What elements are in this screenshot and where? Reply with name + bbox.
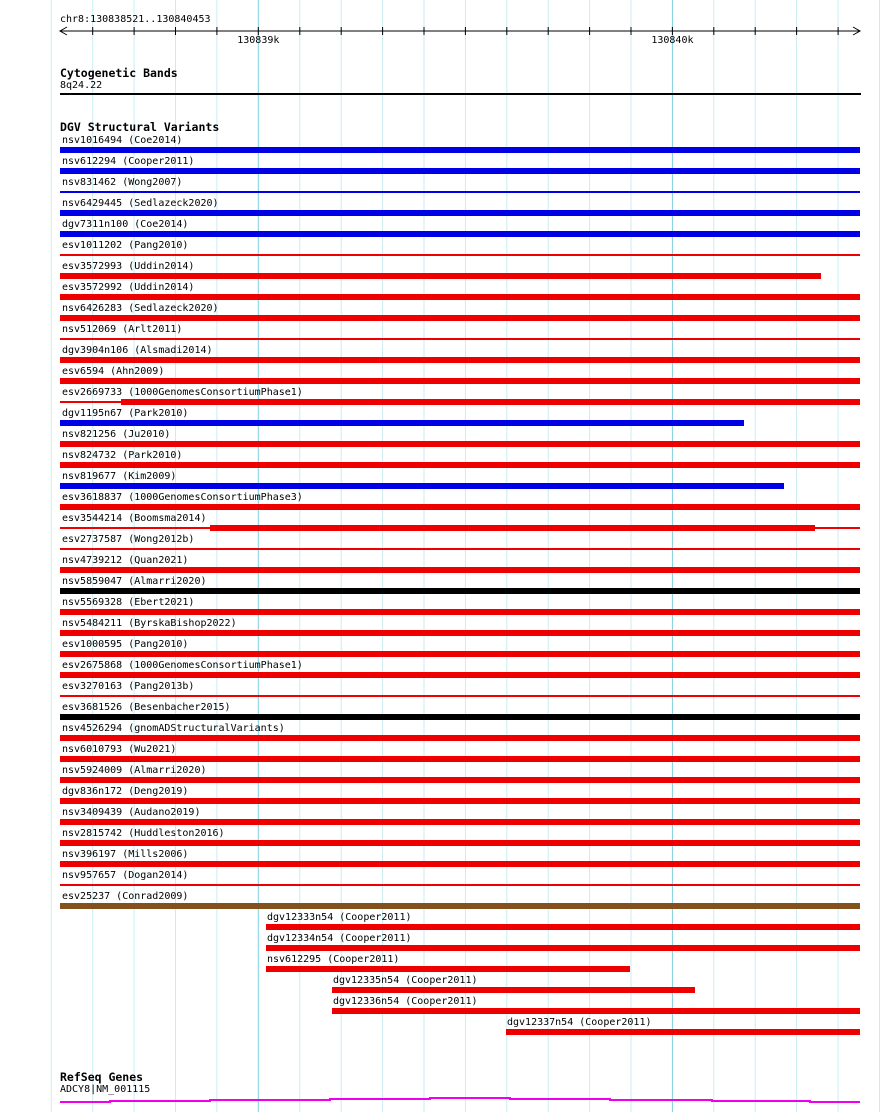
variant-label[interactable]: dgv12334n54 (Cooper2011) <box>267 933 412 944</box>
variant-label[interactable]: nsv821256 (Ju2010) <box>62 429 171 440</box>
variant-label[interactable]: nsv6429445 (Sedlazeck2020) <box>62 198 219 209</box>
variant-label[interactable]: nsv831462 (Wong2007) <box>62 177 183 188</box>
variant-label[interactable]: esv1011202 (Pang2010) <box>62 240 189 251</box>
ruler-tick-label: 130840k <box>651 35 694 46</box>
variant-label[interactable]: esv3270163 (Pang2013b) <box>62 681 195 692</box>
variant-bar[interactable] <box>60 777 860 783</box>
variant-bar[interactable] <box>60 378 860 384</box>
variant-label[interactable]: dgv12335n54 (Cooper2011) <box>333 975 478 986</box>
variant-bar[interactable] <box>60 168 860 174</box>
variant-bar[interactable] <box>60 338 860 340</box>
variant-bar[interactable] <box>60 735 860 741</box>
variant-bar[interactable] <box>506 1029 860 1035</box>
variant-bar[interactable] <box>60 714 860 720</box>
variant-label[interactable]: nsv612294 (Cooper2011) <box>62 156 195 167</box>
variant-label[interactable]: nsv6010793 (Wu2021) <box>62 744 177 755</box>
variant-bar[interactable] <box>60 462 860 468</box>
variant-bar[interactable] <box>60 504 860 510</box>
variant-bar[interactable] <box>60 401 121 403</box>
variant-label[interactable]: esv25237 (Conrad2009) <box>62 891 189 902</box>
variant-bar[interactable] <box>60 147 860 153</box>
variant-bar[interactable] <box>60 357 860 363</box>
variant-label[interactable]: dgv12337n54 (Cooper2011) <box>507 1017 652 1028</box>
variant-bar[interactable] <box>60 231 860 237</box>
variant-bar[interactable] <box>60 191 860 193</box>
variant-label[interactable]: nsv5859047 (Almarri2020) <box>62 576 207 587</box>
variant-label[interactable]: nsv5484211 (ByrskaBishop2022) <box>62 618 237 629</box>
variant-label[interactable]: esv3618837 (1000GenomesConsortiumPhase3) <box>62 492 303 503</box>
variant-bar[interactable] <box>210 525 815 531</box>
variant-label[interactable]: esv2669733 (1000GenomesConsortiumPhase1) <box>62 387 303 398</box>
variant-label[interactable]: nsv4526294 (gnomADStructuralVariants) <box>62 723 285 734</box>
variant-label[interactable]: dgv1195n67 (Park2010) <box>62 408 189 419</box>
variant-label[interactable]: nsv512069 (Arlt2011) <box>62 324 183 335</box>
variant-label[interactable]: esv2675868 (1000GenomesConsortiumPhase1) <box>62 660 303 671</box>
variant-bar[interactable] <box>60 630 860 636</box>
variant-bar[interactable] <box>332 987 695 993</box>
variant-label[interactable]: esv2737587 (Wong2012b) <box>62 534 195 545</box>
section-title-refseq-genes: RefSeq Genes <box>60 1070 144 1084</box>
variant-label[interactable]: nsv396197 (Mills2006) <box>62 849 189 860</box>
cytoband-bar[interactable] <box>60 93 861 95</box>
variant-label[interactable]: dgv836n172 (Deng2019) <box>62 786 189 797</box>
variant-label[interactable]: nsv1016494 (Coe2014) <box>62 135 183 146</box>
variant-label[interactable]: dgv12336n54 (Cooper2011) <box>333 996 478 1007</box>
variant-bar[interactable] <box>60 588 860 594</box>
variant-bar[interactable] <box>60 861 860 867</box>
section-title-cytogenetic-bands: Cytogenetic Bands <box>60 66 178 80</box>
variant-bar[interactable] <box>60 527 210 529</box>
variant-bar[interactable] <box>60 567 860 573</box>
refseq-gene-line[interactable] <box>60 1098 860 1102</box>
variant-bar[interactable] <box>60 254 860 256</box>
variant-label[interactable]: nsv5924009 (Almarri2020) <box>62 765 207 776</box>
section-title-dgv-structural-variants: DGV Structural Variants <box>60 120 220 134</box>
variant-label[interactable]: nsv824732 (Park2010) <box>62 450 183 461</box>
variant-bar[interactable] <box>60 651 860 657</box>
variant-label[interactable]: esv6594 (Ahn2009) <box>62 366 165 377</box>
variant-bar[interactable] <box>60 273 821 279</box>
variant-bar[interactable] <box>60 819 860 825</box>
variant-bar[interactable] <box>266 924 860 930</box>
variant-bar[interactable] <box>266 966 630 972</box>
variant-bar[interactable] <box>121 399 860 405</box>
variant-bar[interactable] <box>60 840 860 846</box>
gene-name-label[interactable]: ADCY8|NM_001115 <box>60 1084 151 1095</box>
variant-label[interactable]: dgv3904n106 (Alsmadi2014) <box>62 345 213 356</box>
variant-label[interactable]: dgv12333n54 (Cooper2011) <box>267 912 412 923</box>
variant-label[interactable]: nsv819677 (Kim2009) <box>62 471 177 482</box>
variant-bar[interactable] <box>60 315 860 321</box>
variant-bar[interactable] <box>60 884 860 886</box>
variant-bar[interactable] <box>266 945 860 951</box>
variant-bar[interactable] <box>60 441 860 447</box>
variant-bar[interactable] <box>60 756 860 762</box>
cytoband-name[interactable]: 8q24.22 <box>60 80 103 91</box>
variant-bar[interactable] <box>60 210 860 216</box>
variant-bar[interactable] <box>60 483 784 489</box>
variant-label[interactable]: nsv4739212 (Quan2021) <box>62 555 189 566</box>
variant-label[interactable]: nsv5569328 (Ebert2021) <box>62 597 195 608</box>
variant-bar[interactable] <box>60 294 860 300</box>
variant-bar[interactable] <box>60 548 860 550</box>
variant-label[interactable]: nsv2815742 (Huddleston2016) <box>62 828 225 839</box>
variant-bar[interactable] <box>60 695 860 697</box>
variant-label[interactable]: esv3544214 (Boomsma2014) <box>62 513 207 524</box>
variant-label[interactable]: nsv6426283 (Sedlazeck2020) <box>62 303 219 314</box>
variant-bar[interactable] <box>815 527 860 529</box>
variant-bar[interactable] <box>60 672 860 678</box>
variant-bar[interactable] <box>60 420 744 426</box>
region-coordinates: chr8:130838521..130840453 <box>60 14 211 25</box>
variant-bar[interactable] <box>60 903 860 909</box>
variant-bar[interactable] <box>60 609 860 615</box>
variant-label[interactable]: esv1000595 (Pang2010) <box>62 639 189 650</box>
variant-label[interactable]: nsv3409439 (Audano2019) <box>62 807 201 818</box>
ruler-tick-label: 130839k <box>237 35 280 46</box>
variant-label[interactable]: nsv957657 (Dogan2014) <box>62 870 189 881</box>
variant-label[interactable]: esv3681526 (Besenbacher2015) <box>62 702 231 713</box>
variant-bar[interactable] <box>60 798 860 804</box>
variant-bar[interactable] <box>332 1008 860 1014</box>
variant-label[interactable]: esv3572992 (Uddin2014) <box>62 282 195 293</box>
variant-label[interactable]: nsv612295 (Cooper2011) <box>267 954 400 965</box>
variant-label[interactable]: dgv7311n100 (Coe2014) <box>62 219 189 230</box>
variant-label[interactable]: esv3572993 (Uddin2014) <box>62 261 195 272</box>
